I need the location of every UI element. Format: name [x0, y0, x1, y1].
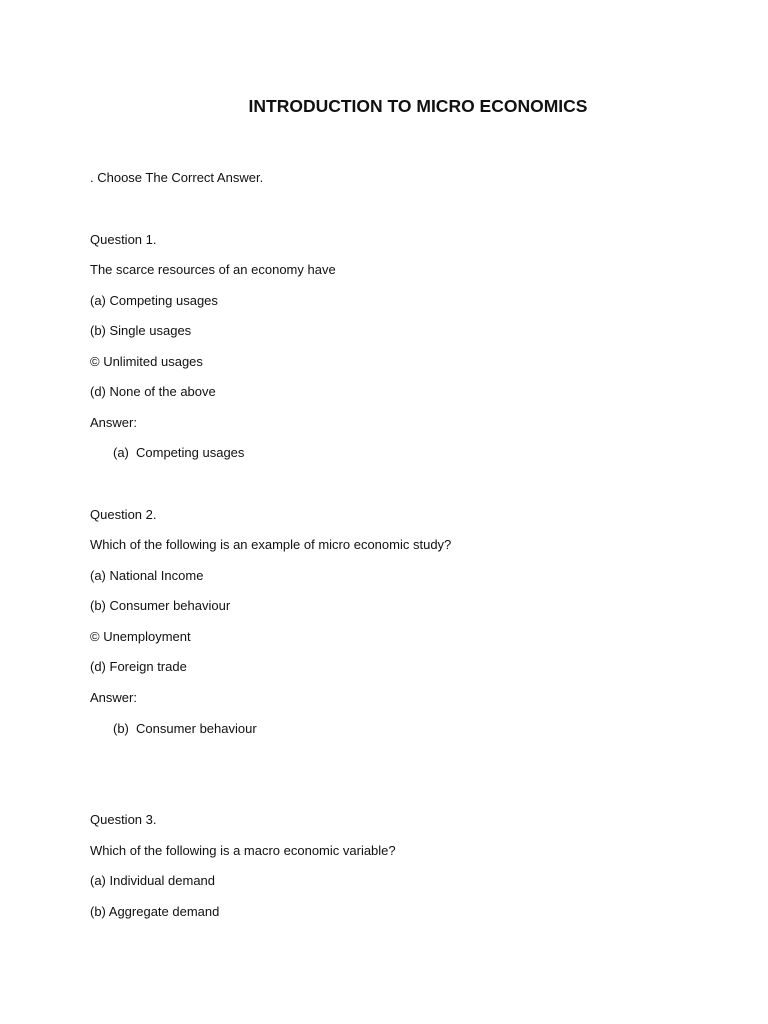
question-1-answer-letter: (a): [113, 445, 129, 460]
document-title: INTRODUCTION TO MICRO ECONOMICS: [248, 96, 588, 116]
question-3-option-b: (b) Aggregate demand: [90, 904, 220, 919]
question-2-number: Question 2.: [90, 507, 157, 522]
question-1-option-a: (a) Competing usages: [90, 293, 218, 308]
question-1-option-b: (b) Single usages: [90, 323, 192, 338]
question-3-option-a: (a) Individual demand: [90, 873, 216, 888]
question-1-number: Question 1.: [90, 232, 157, 247]
question-3-number: Question 3.: [90, 812, 157, 827]
question-1-option-c: © Unlimited usages: [90, 354, 203, 369]
question-2-text: Which of the following is an example of micro economic study?: [90, 537, 452, 552]
question-1-text: The scarce resources of an economy have: [90, 262, 336, 277]
question-1-answer: [113, 445, 244, 461]
question-2-option-c: © Unemployment: [90, 629, 191, 644]
question-2-answer: [113, 721, 257, 737]
question-2-answer-text: Consumer behaviour: [136, 721, 257, 736]
question-2-option-d: (d) Foreign trade: [90, 659, 187, 674]
question-2-option-b: (b) Consumer behaviour: [90, 598, 231, 613]
question-2-answer-letter: (b): [113, 721, 129, 736]
question-2-option-a: (a) National Income: [90, 568, 204, 583]
question-1-option-d: (d) None of the above: [90, 384, 216, 399]
instruction-text: . Choose The Correct Answer.: [90, 170, 264, 185]
question-1-answer-text: Competing usages: [136, 445, 245, 460]
question-3-text: Which of the following is a macro economic variable?: [90, 843, 396, 858]
question-2-answer-label: Answer:: [90, 690, 137, 705]
question-1-answer-label: Answer:: [90, 415, 137, 430]
